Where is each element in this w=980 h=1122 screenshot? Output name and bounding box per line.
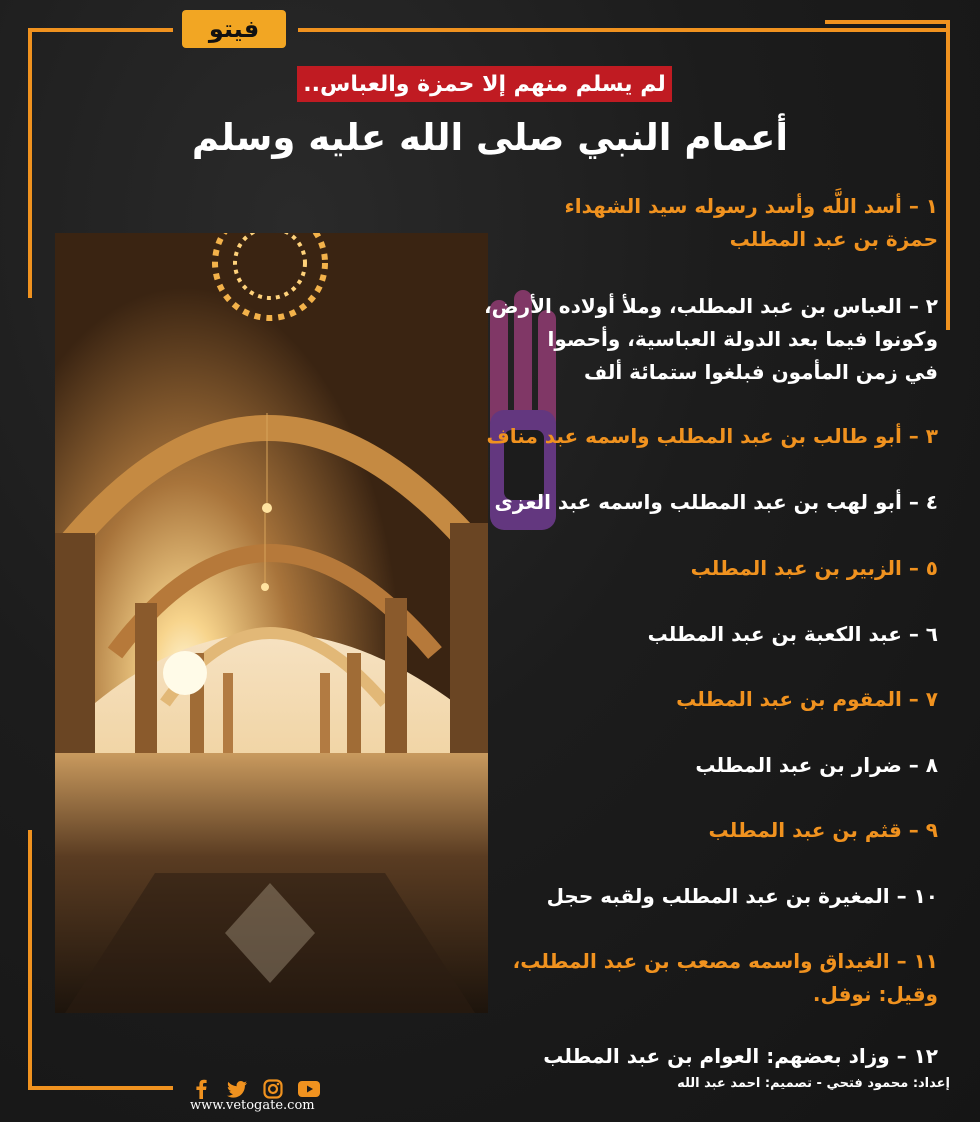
- item-7-line-1: ٧ – المقوم بن عبد المطلب: [676, 687, 938, 711]
- instagram-icon[interactable]: [262, 1078, 284, 1100]
- item-2-line-3: في زمن المأمون فبلغوا ستمائة ألف: [584, 360, 938, 384]
- item-4-line-1: ٤ – أبو لهب بن عبد المطلب واسمه عبد العزى: [494, 490, 938, 514]
- item-10-line-1: ١٠ – المغيرة بن عبد المطلب ولقبه حجل: [546, 884, 938, 908]
- twitter-icon[interactable]: [226, 1078, 248, 1100]
- item-6-line-1: ٦ – عبد الكعبة بن عبد المطلب: [647, 622, 938, 646]
- list-item: [498, 1040, 938, 1073]
- frame-top-left-horizontal: [28, 28, 173, 32]
- item-2-line-2: وكونوا فيما بعد الدولة العباسية، وأحصوا: [547, 327, 938, 351]
- item-8-line-1: ٨ – ضرار بن عبد المطلب: [695, 753, 938, 777]
- social-icons: [190, 1078, 320, 1100]
- item-11-line-1: ١١ – الغيداق واسمه مصعب بن عبد المطلب،: [512, 949, 938, 973]
- item-2-line-1: ٢ – العباس بن عبد المطلب، وملأ أولاده الأرض،: [484, 294, 938, 318]
- item-11-line-2: وقيل: نوفل.: [812, 982, 938, 1006]
- frame-right-vertical: [946, 20, 950, 330]
- frame-bottom-left-horizontal: [28, 1086, 173, 1090]
- list-item: [498, 814, 938, 847]
- list-item: [486, 420, 938, 453]
- page-title: أعمام النبي صلى الله عليه وسلم: [191, 116, 789, 159]
- list-item: [498, 618, 938, 651]
- item-1-line-2: حمزة بن عبد المطلب: [729, 227, 938, 251]
- item-3-line-1: ٣ – أبو طالب بن عبد المطلب واسمه عبد مناف: [486, 424, 938, 448]
- subtitle-text: لم يسلم منهم إلا حمزة والعباس..: [303, 71, 666, 97]
- website-url[interactable]: www.vetogate.com: [190, 1098, 315, 1113]
- list-item: [498, 683, 938, 716]
- list-item: [498, 552, 938, 585]
- facebook-icon[interactable]: [190, 1078, 212, 1100]
- item-12-line-1: ١٢ – وزاد بعضهم: العوام بن عبد المطلب: [543, 1044, 938, 1068]
- logo-text: فيتو: [208, 15, 260, 43]
- subtitle-banner: [297, 66, 672, 102]
- list-item: [498, 749, 938, 782]
- frame-top-left-vertical: [28, 28, 32, 298]
- frame-bottom-left-vertical: [28, 830, 32, 1090]
- mosque-arches-photo: [55, 233, 488, 1013]
- list-item: [494, 486, 938, 519]
- list-item: [484, 290, 938, 389]
- logo: [182, 10, 286, 48]
- list-item: [498, 190, 938, 256]
- credits: إعداد: محمود فتحي - تصميم: احمد عبد الله: [677, 1076, 950, 1091]
- list-item: [498, 880, 938, 913]
- list-item: [498, 945, 938, 1011]
- frame-top-right-horizontal: [298, 28, 950, 32]
- item-1-line-1: ١ – أسد اللَّه وأسد رسوله سيد الشهداء: [564, 194, 938, 218]
- frame-top-right-corner: [825, 20, 950, 24]
- youtube-icon[interactable]: [298, 1078, 320, 1100]
- item-5-line-1: ٥ – الزبير بن عبد المطلب: [690, 556, 938, 580]
- item-9-line-1: ٩ – قثم بن عبد المطلب: [708, 818, 938, 842]
